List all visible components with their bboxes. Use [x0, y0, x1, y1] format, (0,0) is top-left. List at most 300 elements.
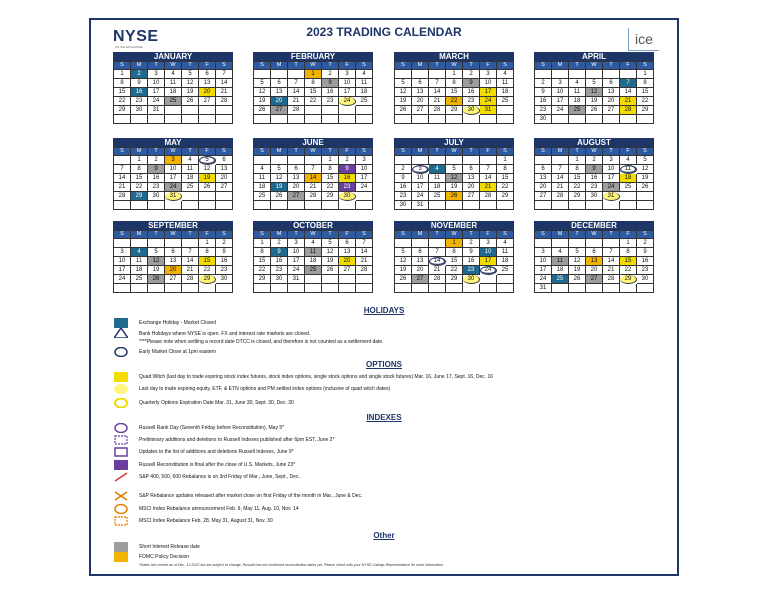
day-cell: 19	[395, 266, 412, 275]
day-cell: 18	[356, 88, 373, 97]
day-cell	[480, 275, 497, 284]
day-cell: 31	[165, 192, 182, 201]
footnote: *Dates are current as of Dec. 13 2022 but are subject to change. Russell has not confirmed reconstitution dates yet. Please check with your NYSE Listings Representative for more information.	[139, 563, 445, 567]
day-cell: 24	[356, 183, 373, 192]
day-cell	[637, 201, 654, 210]
day-cell: 9	[586, 165, 603, 174]
day-cell: 17	[412, 183, 429, 192]
day-cell: 7	[603, 248, 620, 257]
day-cell: 5	[254, 79, 271, 88]
day-cell: 26	[199, 183, 216, 192]
day-cell: 23	[463, 266, 480, 275]
day-cell	[199, 115, 216, 124]
day-cell: 1	[569, 156, 586, 165]
day-cell: 2	[216, 239, 233, 248]
day-cell: 22	[620, 266, 637, 275]
day-cell: 28	[429, 106, 446, 115]
day-cell: 26	[182, 97, 199, 106]
month-name: JUNE	[253, 138, 373, 147]
day-cell: 9	[216, 248, 233, 257]
day-cell	[429, 284, 446, 293]
day-cell	[480, 115, 497, 124]
day-of-week-header: S	[535, 62, 552, 70]
day-cell: 1	[305, 70, 322, 79]
day-cell: 17	[148, 88, 165, 97]
day-of-week-header: T	[603, 148, 620, 156]
day-cell: 4	[182, 156, 199, 165]
day-cell: 9	[463, 79, 480, 88]
day-cell: 26	[395, 106, 412, 115]
day-cell: 18	[429, 183, 446, 192]
day-cell: 18	[620, 174, 637, 183]
exchange-holiday-swatch	[114, 318, 128, 328]
day-cell: 22	[131, 183, 148, 192]
dashed-orange-icon	[114, 516, 128, 526]
day-cell: 14	[480, 174, 497, 183]
day-cell	[114, 201, 131, 210]
day-cell	[356, 275, 373, 284]
day-cell: 4	[356, 70, 373, 79]
day-cell: 30	[131, 106, 148, 115]
day-cell: 27	[535, 192, 552, 201]
day-cell: 3	[480, 239, 497, 248]
day-cell: 4	[131, 248, 148, 257]
legend-russell-preliminary: Preliminary additions and deletions to Russell Indexes published after 6pm EST, June 2*	[139, 437, 335, 443]
day-cell	[569, 239, 586, 248]
day-cell: 3	[356, 156, 373, 165]
day-cell	[114, 284, 131, 293]
day-cell: 6	[463, 165, 480, 174]
day-cell	[552, 70, 569, 79]
day-cell: 21	[620, 97, 637, 106]
day-cell: 24	[480, 266, 497, 275]
day-cell: 9	[339, 165, 356, 174]
day-cell: 29	[637, 106, 654, 115]
day-cell: 11	[254, 174, 271, 183]
day-cell: 5	[322, 239, 339, 248]
day-cell	[395, 284, 412, 293]
day-cell	[620, 70, 637, 79]
day-cell	[603, 284, 620, 293]
day-cell: 21	[114, 183, 131, 192]
month-grid	[394, 147, 514, 210]
day-of-week-header: S	[216, 148, 233, 156]
day-cell	[322, 106, 339, 115]
day-of-week-header: F	[339, 231, 356, 239]
day-cell: 3	[165, 156, 182, 165]
day-cell	[165, 284, 182, 293]
day-cell: 13	[339, 248, 356, 257]
day-of-week-header: T	[429, 231, 446, 239]
day-of-week-header: T	[148, 148, 165, 156]
short-interest-swatch	[114, 542, 128, 552]
fomc-swatch	[114, 552, 128, 562]
day-cell: 20	[535, 183, 552, 192]
day-cell	[199, 284, 216, 293]
day-cell: 7	[429, 79, 446, 88]
day-cell: 7	[356, 239, 373, 248]
day-cell: 27	[288, 192, 305, 201]
legend-quarterly-expiration: Quarterly Options Expiration Date Mar. 31, June 30, Sept. 30, Dec. 30	[139, 400, 294, 406]
day-of-week-header: F	[620, 231, 637, 239]
day-cell: 4	[305, 239, 322, 248]
day-cell	[339, 106, 356, 115]
legend-sp-updates: S&P Rebalance updates released after market close on first Friday of the month in Mar., June & Dec.	[139, 493, 363, 499]
day-of-week-header: T	[322, 231, 339, 239]
day-cell	[288, 284, 305, 293]
day-of-week-header: T	[148, 62, 165, 70]
day-cell: 3	[535, 248, 552, 257]
month-name: AUGUST	[534, 138, 654, 147]
month-name: OCTOBER	[253, 221, 373, 230]
month-october	[253, 221, 373, 293]
day-of-week-header: T	[288, 148, 305, 156]
day-cell	[182, 106, 199, 115]
month-name: APRIL	[534, 52, 654, 61]
day-cell: 17	[480, 88, 497, 97]
day-of-week-header: M	[271, 231, 288, 239]
day-cell	[535, 239, 552, 248]
day-cell	[412, 115, 429, 124]
day-cell: 9	[271, 248, 288, 257]
day-cell: 18	[497, 257, 514, 266]
day-of-week-header: M	[412, 62, 429, 70]
day-cell: 8	[305, 79, 322, 88]
day-cell: 31	[603, 192, 620, 201]
day-cell: 24	[480, 97, 497, 106]
day-cell	[271, 284, 288, 293]
month-grid	[253, 147, 373, 210]
x-orange-icon	[114, 491, 128, 501]
day-cell: 8	[322, 165, 339, 174]
day-cell: 25	[356, 97, 373, 106]
day-cell	[497, 284, 514, 293]
ice-logo: ice	[628, 28, 659, 51]
legend-expiring-options: Last day to trade expiring equity, ETF, & ETN options and PM settled index options (inclusive of quad witch dates)	[139, 386, 391, 392]
day-cell: 18	[182, 174, 199, 183]
day-cell: 12	[182, 79, 199, 88]
day-cell: 21	[305, 183, 322, 192]
day-cell	[216, 192, 233, 201]
month-july	[394, 138, 514, 210]
day-cell	[412, 70, 429, 79]
day-cell	[216, 284, 233, 293]
day-cell: 20	[199, 88, 216, 97]
day-cell	[305, 115, 322, 124]
day-cell: 14	[552, 174, 569, 183]
day-cell: 26	[446, 192, 463, 201]
day-cell: 30	[216, 275, 233, 284]
day-cell: 20	[271, 97, 288, 106]
page-title: 2023 TRADING CALENDAR	[306, 25, 462, 39]
day-of-week-header: F	[199, 62, 216, 70]
legend-short-interest: Short Interest Release date	[139, 544, 200, 550]
day-cell: 23	[637, 266, 654, 275]
day-cell: 21	[356, 257, 373, 266]
day-cell: 20	[586, 266, 603, 275]
day-cell: 25	[165, 97, 182, 106]
day-of-week-header: T	[182, 231, 199, 239]
day-cell	[254, 115, 271, 124]
day-of-week-header: W	[446, 231, 463, 239]
day-cell: 29	[199, 275, 216, 284]
day-cell	[552, 115, 569, 124]
day-cell: 14	[114, 174, 131, 183]
day-cell: 25	[305, 266, 322, 275]
day-cell: 13	[603, 88, 620, 97]
day-cell: 2	[463, 70, 480, 79]
day-cell: 27	[412, 106, 429, 115]
day-of-week-header: S	[637, 231, 654, 239]
day-cell: 16	[463, 88, 480, 97]
day-of-week-header: T	[569, 231, 586, 239]
day-cell: 2	[148, 156, 165, 165]
day-cell: 6	[412, 79, 429, 88]
day-cell: 5	[395, 248, 412, 257]
day-cell: 15	[637, 88, 654, 97]
day-cell: 1	[199, 239, 216, 248]
quad-witch-swatch	[114, 372, 128, 382]
day-cell: 29	[114, 106, 131, 115]
dashed-purple-icon	[114, 435, 128, 445]
day-cell	[429, 201, 446, 210]
day-cell: 2	[322, 70, 339, 79]
day-cell: 14	[216, 79, 233, 88]
day-cell	[199, 192, 216, 201]
day-cell: 12	[271, 174, 288, 183]
day-cell: 10	[552, 88, 569, 97]
day-cell	[216, 115, 233, 124]
day-cell: 22	[637, 97, 654, 106]
day-of-week-header: S	[535, 148, 552, 156]
day-cell: 3	[603, 156, 620, 165]
day-cell	[603, 70, 620, 79]
day-cell: 19	[637, 174, 654, 183]
legend-quad-witch: Quad Witch (last day to trade expiring stock index futures, stock index options, single stock options and single stock futures) Mar. 16, June 17, Sept. 16, Dec. 16	[139, 374, 494, 380]
day-of-week-header: S	[395, 62, 412, 70]
day-cell	[271, 156, 288, 165]
day-cell	[620, 192, 637, 201]
day-cell: 7	[429, 248, 446, 257]
day-cell	[637, 115, 654, 124]
day-of-week-header: W	[586, 148, 603, 156]
day-cell	[620, 284, 637, 293]
russell-recon-swatch	[114, 460, 128, 470]
day-cell: 1	[322, 156, 339, 165]
day-cell: 4	[429, 165, 446, 174]
indexes-heading: INDEXES	[366, 413, 402, 422]
day-cell: 7	[216, 70, 233, 79]
day-of-week-header: S	[395, 231, 412, 239]
day-cell	[148, 201, 165, 210]
day-cell	[305, 284, 322, 293]
day-cell	[182, 115, 199, 124]
day-cell	[637, 284, 654, 293]
day-cell: 25	[620, 183, 637, 192]
day-cell	[620, 115, 637, 124]
month-april	[534, 52, 654, 124]
day-cell: 5	[271, 165, 288, 174]
day-cell: 6	[339, 239, 356, 248]
day-cell: 15	[131, 174, 148, 183]
day-cell: 28	[182, 275, 199, 284]
day-cell: 10	[356, 165, 373, 174]
other-heading: Other	[373, 531, 395, 540]
day-cell: 25	[182, 183, 199, 192]
day-of-week-header: M	[131, 148, 148, 156]
day-cell: 26	[254, 106, 271, 115]
day-cell	[480, 284, 497, 293]
day-of-week-header: F	[480, 148, 497, 156]
day-cell: 4	[497, 239, 514, 248]
month-name: FEBRUARY	[253, 52, 373, 61]
day-cell: 12	[395, 257, 412, 266]
day-cell: 10	[148, 79, 165, 88]
day-cell: 21	[429, 266, 446, 275]
day-cell: 24	[165, 183, 182, 192]
day-of-week-header: W	[446, 62, 463, 70]
day-cell	[463, 284, 480, 293]
month-may	[113, 138, 233, 210]
day-cell: 11	[620, 165, 637, 174]
day-cell: 18	[569, 97, 586, 106]
day-of-week-header: S	[254, 148, 271, 156]
day-cell: 18	[305, 257, 322, 266]
day-cell: 10	[339, 79, 356, 88]
day-cell: 14	[182, 257, 199, 266]
day-cell: 2	[131, 70, 148, 79]
day-cell: 15	[114, 88, 131, 97]
day-cell: 17	[114, 266, 131, 275]
day-cell: 25	[569, 106, 586, 115]
day-cell: 14	[620, 88, 637, 97]
day-cell: 17	[288, 257, 305, 266]
day-of-week-header: S	[356, 62, 373, 70]
day-cell: 24	[535, 275, 552, 284]
day-cell	[339, 201, 356, 210]
day-cell: 4	[497, 70, 514, 79]
day-of-week-header: S	[356, 148, 373, 156]
month-grid	[534, 61, 654, 124]
day-cell	[148, 284, 165, 293]
day-cell: 6	[271, 79, 288, 88]
day-cell: 21	[216, 88, 233, 97]
day-of-week-header: W	[165, 148, 182, 156]
day-cell: 16	[271, 257, 288, 266]
box-purple-icon	[114, 447, 128, 457]
day-cell	[552, 239, 569, 248]
day-cell: 21	[288, 97, 305, 106]
day-cell: 1	[497, 156, 514, 165]
day-cell: 23	[131, 97, 148, 106]
day-cell: 10	[603, 165, 620, 174]
day-cell: 1	[446, 70, 463, 79]
ring-orange-icon	[114, 504, 128, 514]
day-cell: 15	[446, 88, 463, 97]
day-cell	[131, 115, 148, 124]
month-name: JANUARY	[113, 52, 233, 61]
day-cell: 30	[148, 192, 165, 201]
day-cell	[637, 192, 654, 201]
day-cell: 14	[429, 257, 446, 266]
expiration-swatch	[114, 384, 128, 394]
day-of-week-header: W	[305, 148, 322, 156]
day-cell: 21	[603, 266, 620, 275]
day-cell: 3	[114, 248, 131, 257]
day-cell: 19	[199, 174, 216, 183]
day-cell: 26	[586, 106, 603, 115]
day-of-week-header: W	[165, 62, 182, 70]
day-of-week-header: S	[114, 148, 131, 156]
day-of-week-header: T	[569, 148, 586, 156]
day-cell: 1	[131, 156, 148, 165]
day-cell: 27	[463, 192, 480, 201]
day-cell: 18	[131, 266, 148, 275]
day-cell	[412, 156, 429, 165]
day-cell: 8	[446, 79, 463, 88]
day-cell	[356, 115, 373, 124]
day-cell: 12	[446, 174, 463, 183]
day-of-week-header: W	[446, 148, 463, 156]
day-cell: 23	[148, 183, 165, 192]
month-name: SEPTEMBER	[113, 221, 233, 230]
ring-purple-icon	[114, 423, 128, 433]
day-cell: 23	[216, 266, 233, 275]
day-cell: 7	[288, 79, 305, 88]
day-of-week-header: S	[114, 62, 131, 70]
day-cell: 29	[446, 106, 463, 115]
day-cell	[165, 239, 182, 248]
day-of-week-header: T	[429, 148, 446, 156]
day-cell: 23	[586, 183, 603, 192]
day-cell: 12	[254, 88, 271, 97]
day-of-week-header: T	[182, 62, 199, 70]
nyse-logo-subtitle: AN ICE EXCHANGE	[115, 45, 143, 49]
day-cell	[165, 115, 182, 124]
day-cell: 5	[182, 70, 199, 79]
day-cell: 14	[429, 88, 446, 97]
day-cell	[497, 201, 514, 210]
day-cell: 20	[463, 183, 480, 192]
day-cell	[114, 239, 131, 248]
day-cell	[569, 201, 586, 210]
day-of-week-header: W	[586, 62, 603, 70]
day-of-week-header: M	[412, 148, 429, 156]
day-cell	[305, 106, 322, 115]
day-of-week-header: F	[620, 148, 637, 156]
day-of-week-header: T	[603, 231, 620, 239]
day-of-week-header: S	[535, 231, 552, 239]
day-cell: 2	[463, 239, 480, 248]
day-cell: 27	[339, 266, 356, 275]
day-cell	[305, 201, 322, 210]
day-cell: 19	[322, 257, 339, 266]
day-cell: 11	[356, 79, 373, 88]
day-of-week-header: S	[356, 231, 373, 239]
day-cell	[131, 201, 148, 210]
day-of-week-header: F	[480, 231, 497, 239]
day-cell: 4	[552, 248, 569, 257]
day-cell: 1	[114, 70, 131, 79]
day-of-week-header: S	[637, 62, 654, 70]
month-december	[534, 221, 654, 293]
day-cell: 28	[356, 266, 373, 275]
day-cell: 10	[480, 248, 497, 257]
day-cell: 17	[339, 88, 356, 97]
day-cell: 14	[288, 88, 305, 97]
legend-russell-recon: Russell Reconstitution is final after the close of U.S. Markets, June 23*	[139, 462, 296, 468]
day-cell: 25	[497, 266, 514, 275]
